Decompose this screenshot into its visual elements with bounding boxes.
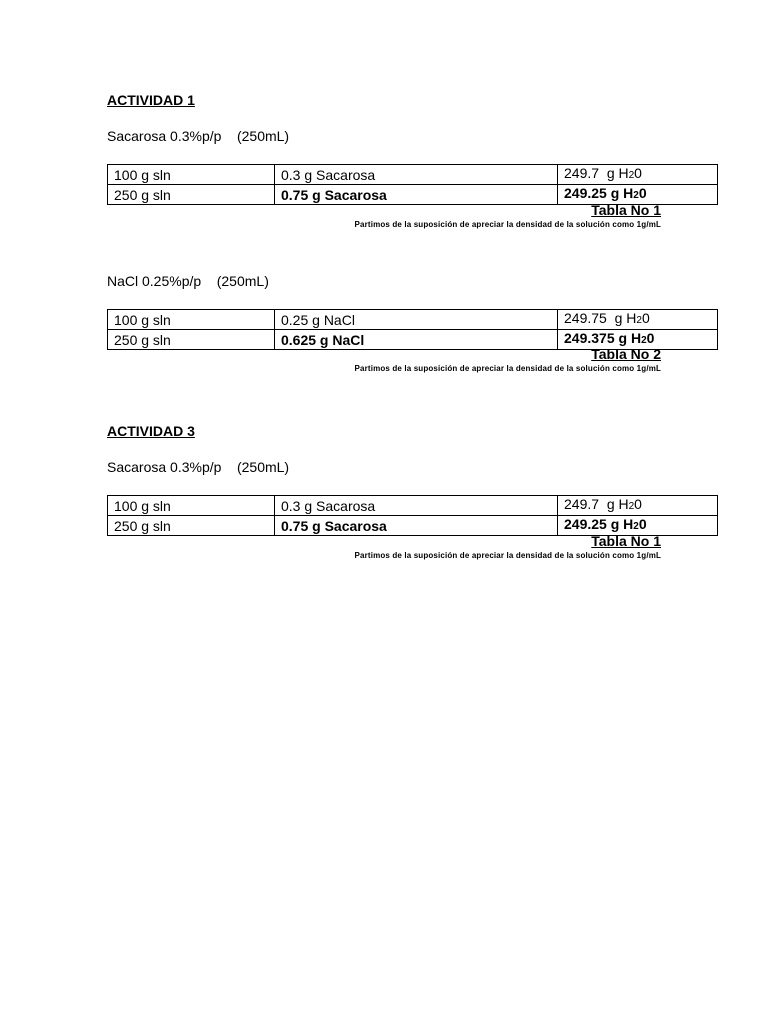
table-cell: 100 g sln — [108, 165, 275, 185]
table-cell: 249.25 g H20 — [558, 516, 718, 536]
table-cell: 250 g sln — [108, 330, 275, 350]
table-cell: 100 g sln — [108, 310, 275, 330]
table-row — [108, 310, 718, 330]
table-cell: 250 g sln — [108, 185, 275, 205]
table-cell: 250 g sln — [108, 516, 275, 536]
table-cell: 0.3 g Sacarosa — [275, 496, 558, 516]
table-3-caption: Tabla No 1 — [591, 533, 661, 549]
sacarosa-subtitle-3: Sacarosa 0.3%p/p (250mL) — [107, 459, 290, 475]
actividad-1-heading: ACTIVIDAD 1 — [107, 92, 195, 108]
table-1-note: Partimos de la suposición de apreciar la densidad de la solución como 1g/mL — [354, 220, 661, 229]
table-row — [108, 165, 718, 185]
table-2-caption: Tabla No 2 — [591, 346, 661, 362]
table-cell: 249.75 g H20 — [558, 310, 718, 330]
table-row — [108, 496, 718, 516]
table-cell: 0.625 g NaCl — [275, 330, 558, 350]
table-2 — [107, 309, 718, 350]
actividad-3-heading: ACTIVIDAD 3 — [107, 423, 195, 439]
table-cell: 0.25 g NaCl — [275, 310, 558, 330]
table-2-note: Partimos de la suposición de apreciar la densidad de la solución como 1g/mL — [354, 364, 661, 373]
table-1-caption: Tabla No 1 — [591, 202, 661, 218]
table-cell: 100 g sln — [108, 496, 275, 516]
table-cell: 249.7 g H20 — [558, 496, 718, 516]
nacl-subtitle: NaCl 0.25%p/p (250mL) — [107, 273, 269, 289]
table-cell: 0.75 g Sacarosa — [275, 516, 558, 536]
table-1 — [107, 164, 718, 205]
sacarosa-subtitle: Sacarosa 0.3%p/p (250mL) — [107, 128, 290, 144]
table-cell: 249.25 g H20 — [558, 185, 718, 205]
table-cell: 0.75 g Sacarosa — [275, 185, 558, 205]
table-3 — [107, 495, 718, 536]
table-cell: 249.375 g H20 — [558, 330, 718, 350]
table-cell: 0.3 g Sacarosa — [275, 165, 558, 185]
table-3-note: Partimos de la suposición de apreciar la densidad de la solución como 1g/mL — [354, 551, 661, 560]
table-cell: 249.7 g H20 — [558, 165, 718, 185]
